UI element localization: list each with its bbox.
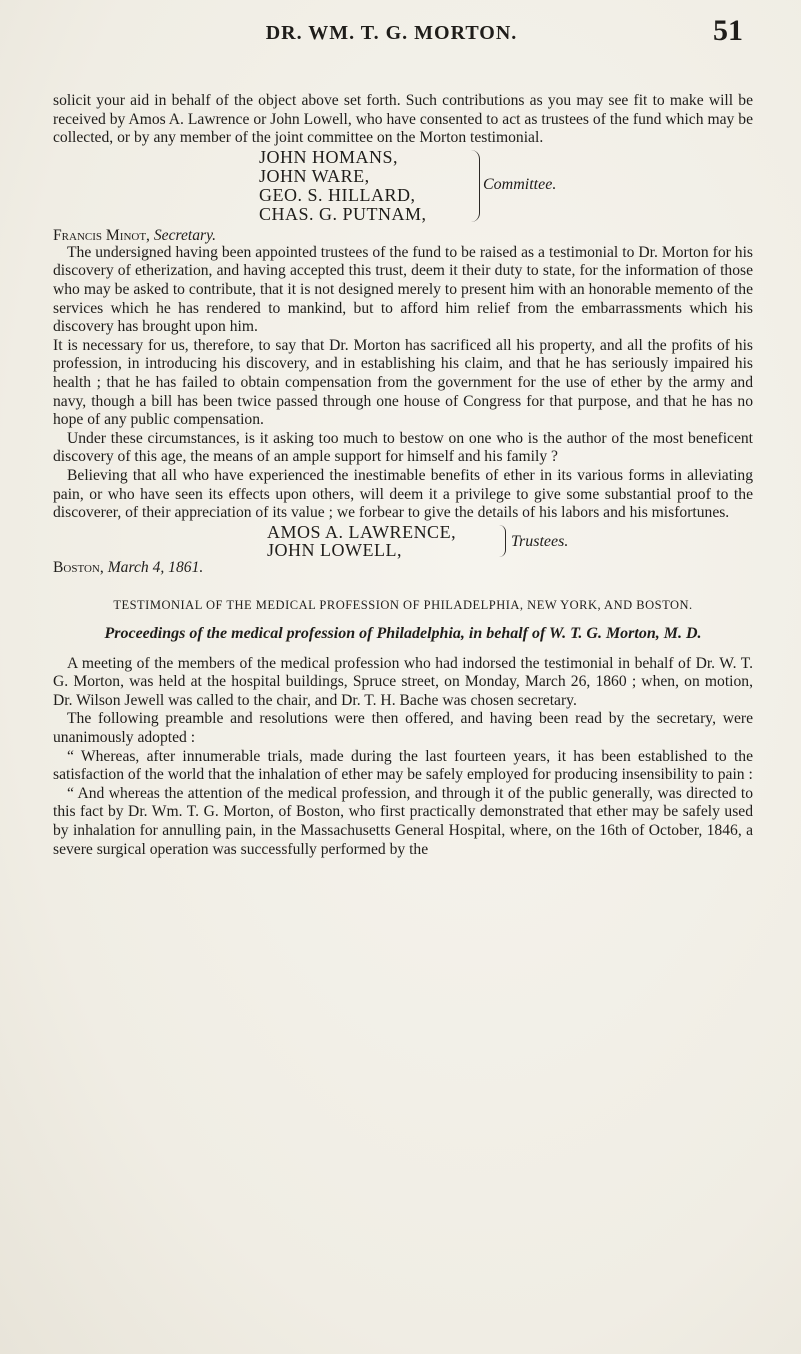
- running-head: [40, 14, 743, 54]
- place: Boston,: [53, 558, 104, 576]
- trustees-label: Trustees.: [511, 532, 569, 550]
- running-title: DR. WM. T. G. MORTON.: [265, 22, 518, 44]
- trustee-member: AMOS A. LAWRENCE,: [267, 521, 457, 542]
- committee-label: Committee.: [483, 175, 557, 193]
- committee-members: [259, 148, 427, 224]
- page-number: 51: [713, 14, 743, 47]
- meeting-paragraph: A meeting of the members of the medical profession who had indorsed the testimonial in behalf of Dr. W. T. G. Morton, was held at the hospital buildings, Spruce street, on Monday, March 26, 1860 ; when, on motion, Dr. Wilson Jewell was called to the chair, and Dr. T. H. Bache was chosen secretary.: [53, 654, 753, 709]
- section-heading: TESTIMONIAL OF THE MEDICAL PROFESSION OF PHILADELPHIA, NEW YORK, AND BOSTON.: [113, 597, 693, 612]
- whereas-paragraph-1: “ Whereas, after innumerable trials, made during the last fourteen years, it has been established to the satisfaction of the world that the inhalation of ether may be safely employed for producing insensibility to pain :: [53, 747, 753, 784]
- secretary-line: [53, 227, 216, 246]
- trustees-signature-block: [53, 523, 753, 575]
- preamble-paragraph: The following preamble and resolutions were then offered, and having been read by the secretary, were unanimously adopted :: [53, 710, 753, 747]
- trustees-paragraph-3: Under these circumstances, is it asking too much to bestow on one who is the author of the most beneficent discovery of this age, the means of an ample support for himself and his family ?: [53, 429, 753, 466]
- trustees-paragraph-4: Believing that all who have experienced the inestimable benefits of ether in its various forms in alleviating pain, or who have seen its effects upon others, will deem it a privilege to give some substantial proof to the discoverer, of their appreciation of its value ; we forbear to give the details of his labors and his misfortunes.: [53, 466, 753, 522]
- secretary-title: Secretary.: [153, 226, 217, 244]
- section-subheading: Proceedings of the medical profession of Philadelphia, in behalf of W. T. G. Morton, M. D.: [104, 624, 702, 642]
- committee-brace: [471, 150, 480, 222]
- committee-member: GEO. S. HILLARD,: [259, 184, 416, 205]
- trustees-brace: [499, 525, 506, 557]
- section-text: [53, 655, 753, 860]
- committee-signature-block: [53, 148, 753, 244]
- trustee-member: JOHN LOWELL,: [267, 539, 402, 560]
- intro-paragraph: solicit your aid in behalf of the object above set forth. Such contributions as you may see fit to make will be received by Amos A. Lawrence or John Lowell, who have consented to act as trustees of the fund which may be collected, or by any member of the joint committee on the Morton testimonial.: [53, 92, 753, 147]
- whereas-paragraph-2: “ And whereas the attention of the medical profession, and through it of the public generally, was directed to this fact by Dr. Wm. T. G. Morton, of Boston, who first practically demonstrated that ether may be safely used by inhalation for annulling pain, in the Massachusetts General Hospital, where, on the 16th of October, 1846, a severe surgical operation was successfully performed by the: [53, 784, 753, 858]
- date: March 4, 1861.: [107, 558, 204, 576]
- secretary-name: Francis Minot,: [53, 226, 150, 244]
- trustees-paragraph-1: The undersigned having been appointed trustees of the fund to be raised as a testimonial to Dr. Morton for his discovery of etherization, and having accepted this trust, deem it their duty to state, for the information of those who may be asked to contribute, that it is not designed merely to present him with an honorable memento of the services which he has rendered to mankind, but to afford him relief from the embarrassments which his discovery has brought upon him.: [53, 243, 753, 336]
- committee-member: CHAS. G. PUTNAM,: [259, 203, 427, 224]
- page-body: [53, 92, 753, 859]
- place-date-line: [53, 559, 203, 578]
- trustee-members: [267, 523, 456, 559]
- trustees-paragraph-2: It is necessary for us, therefore, to say that Dr. Morton has sacrificed all his property, and all the profits of his profession, in introducing his discovery, and in establishing his claim, and that he has seriously impaired his health ; that he has failed to obtain compensation from the government for the use of ether by the army and navy, though a bill has been twice passed through one house of Congress for that purpose, and that he has no hope of any public compensation.: [53, 336, 753, 429]
- committee-member: JOHN WARE,: [259, 165, 370, 186]
- committee-member: JOHN HOMANS,: [259, 146, 399, 167]
